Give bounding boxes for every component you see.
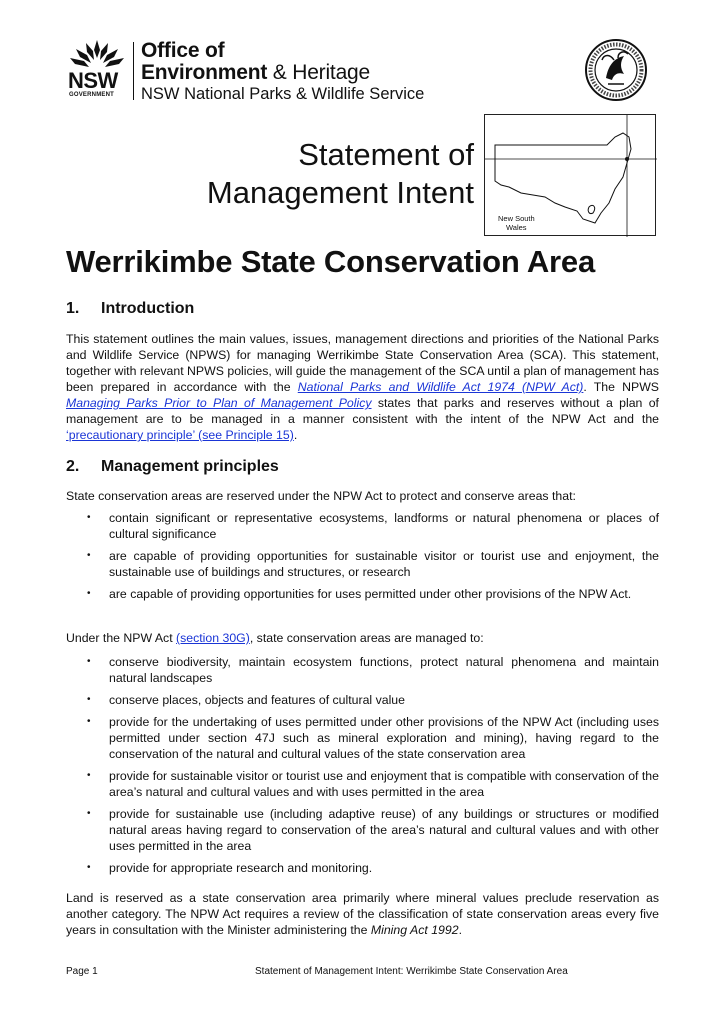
map-label: New South Wales xyxy=(498,214,535,232)
footer-document-title: Statement of Management Intent: Werrikimbe State Conservation Area xyxy=(255,966,568,977)
document-type-heading xyxy=(207,136,474,212)
managed-to-intro: Under the NPW Act (section 30G), state conservation areas are managed to: xyxy=(66,631,484,645)
nsw-logo-text: NSW xyxy=(68,68,118,93)
section-2-heading: 2. Management principles xyxy=(66,458,279,475)
npw-act-link[interactable]: National Parks and Wildlife Act 1974 (NPW Act) xyxy=(297,380,584,394)
list-item: • provide for sustainable use (including adaptive reuse) of any buildings or structures or modified natural areas having regard to conservation of the area’s natural and cultural values and with other uses permitted in the area xyxy=(66,806,659,854)
npws-seal-logo xyxy=(584,38,648,102)
precautionary-principle-link[interactable]: ‘precautionary principle’ (see Principle 15) xyxy=(66,428,294,442)
closing-paragraph: Land is reserved as a state conservation area primarily where mineral values preclude reservation as another category. The NPW Act requires a review of the classification of state conservation areas every five years in consultation with the Minister administering the Mining Act 1992. xyxy=(66,891,659,937)
principles-intro: State conservation areas are reserved under the NPW Act to protect and conserve areas that: xyxy=(66,489,576,503)
list-item: • are capable of providing opportunities for sustainable visitor or tourist use and enjoyment, the sustainable use of buildings and structures, or research xyxy=(66,548,659,580)
doc-type-line-1: Statement of xyxy=(298,137,474,172)
list-item: • conserve places, objects and features of cultural value xyxy=(66,692,659,708)
principles-list xyxy=(66,510,659,608)
org-line-1: Office of xyxy=(141,39,225,62)
list-item: • contain significant or representative ecosystems, landforms or natural phenomena or places of cultural significance xyxy=(66,510,659,542)
org-line-2: Environment & Heritage xyxy=(141,61,371,84)
nsw-government-logo xyxy=(66,38,128,100)
org-line-3: NSW National Parks & Wildlife Service xyxy=(141,85,425,103)
doc-type-line-2: Management Intent xyxy=(206,175,474,210)
logo-divider xyxy=(133,42,134,100)
lyrebird-seal-icon xyxy=(584,38,648,102)
managing-parks-policy-link[interactable]: Managing Parks Prior to Plan of Management Policy xyxy=(66,396,372,410)
list-item: • provide for sustainable visitor or tourist use and enjoyment that is compatible with conservation of the area’s natural and cultural values and with uses permitted in the area xyxy=(66,768,659,800)
page-number: Page 1 xyxy=(66,966,98,977)
list-item: • provide for the undertaking of uses permitted under other provisions of the NPW Act (including uses permitted under section 47J such as mineral exploration and mining), having regard to the conservation of the natural and cultural values of the state conservation area xyxy=(66,714,659,762)
section-1-heading: 1. Introduction xyxy=(66,300,195,317)
list-item: • conserve biodiversity, maintain ecosystem functions, protect natural phenomena and maintain natural landscapes xyxy=(66,654,659,686)
page-title: Werrikimbe State Conservation Area xyxy=(66,244,595,279)
nsw-logo-subtext: GOVERNMENT xyxy=(69,92,115,98)
organisation-name xyxy=(141,40,424,104)
introduction-paragraph: This statement outlines the main values, issues, management directions and priorities of the National Parks and Wildlife Service (NPWS) for managing Werrikimbe State Conservation Area (SCA). This statement, together with relevant NPWS policies, will guide the management of the SCA until a plan of management has been prepared in accordance with the National Parks and Wildlife Act 1974 (NPW Act). The NPWS Managing Parks Prior to Plan of Management Policy states that parks and reserves without a plan of management are to be managed in a manner consistent with the intent of the NPW Act and the ‘precautionary principle’ (see Principle 15). xyxy=(66,332,660,442)
section-30g-link[interactable]: (section 30G) xyxy=(176,631,250,645)
management-objectives-list xyxy=(66,654,659,882)
list-item: • provide for appropriate research and monitoring. xyxy=(66,860,659,876)
list-item: • are capable of providing opportunities for uses permitted under other provisions of the NPW Act. xyxy=(66,586,659,602)
